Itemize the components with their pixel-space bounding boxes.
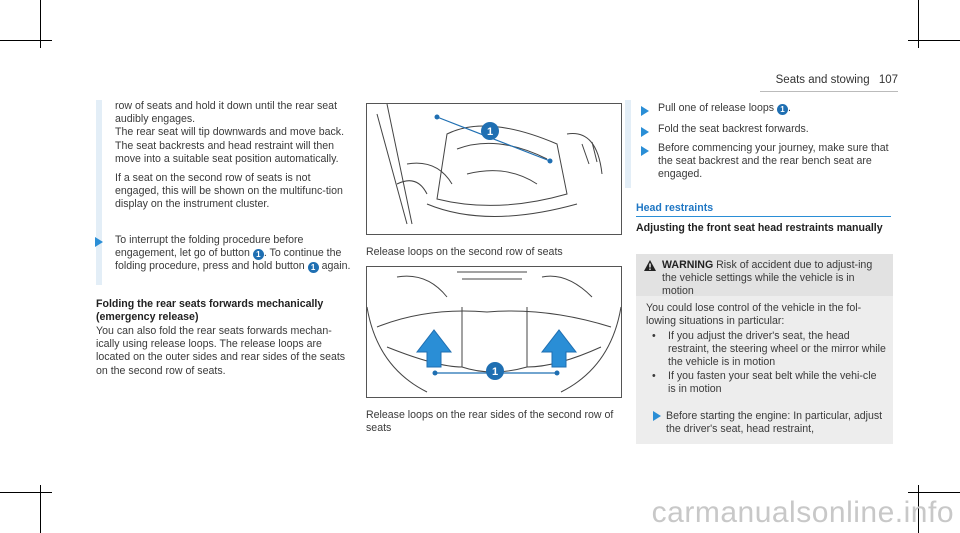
step-bar <box>96 100 102 285</box>
action-arrow-icon <box>95 234 103 252</box>
bullet: • <box>652 370 656 382</box>
warning-title: WARNING <box>662 259 714 271</box>
header-rule <box>760 91 898 92</box>
step-before-start: Before starting the engine: In particular, adjust the driver's seat, head restraint, <box>666 410 883 436</box>
watermark: carmanualsonline.info <box>651 496 954 529</box>
callout-number: 1 <box>486 126 494 138</box>
rear-sides-drawing <box>367 267 621 397</box>
action-arrow-icon <box>641 103 649 121</box>
paragraph: row of seats and hold it down until the rear seat audibly engages. <box>115 100 338 126</box>
action-arrow-icon <box>641 143 649 161</box>
callout-1-icon: 1 <box>308 262 319 273</box>
step-pull-loop: Pull one of release loops 1 . <box>658 102 791 114</box>
bullet: • <box>652 330 656 342</box>
action-arrow-icon <box>653 411 661 421</box>
figure-caption: Release loops on the rear sides of the second row of seats <box>366 409 614 435</box>
seat-illustration-2 <box>366 266 622 398</box>
figure-caption: Release loops on the second row of seats <box>366 246 563 258</box>
callout-1-icon: 1 <box>253 249 264 260</box>
warning-box <box>636 254 893 444</box>
crop-mark <box>0 40 52 41</box>
crop-mark <box>908 492 960 493</box>
subheading: Adjusting the front seat head restraints manually <box>636 222 883 234</box>
section-title: Head restraints <box>636 202 714 214</box>
page-number: 107 <box>878 74 898 86</box>
warning-text: WARNING Risk of accident due to adjust-ing the vehicle settings while the vehicle is in motion <box>662 259 873 298</box>
crop-mark <box>908 40 960 41</box>
list-item: • If you fasten your seat belt while the vehi-cle is in motion <box>652 370 877 396</box>
section-rule <box>636 216 891 217</box>
crop-mark <box>0 492 52 493</box>
warning-triangle-icon <box>644 260 656 271</box>
left-column <box>115 100 355 212</box>
step-bar <box>625 100 631 188</box>
seat-illustration-1 <box>366 103 622 235</box>
callout-number: 1 <box>491 366 499 378</box>
section-heading: Folding the rear seats forwards mechanically (emergency release) <box>96 298 324 324</box>
step-fold-backrest: Fold the seat backrest forwards. <box>658 123 809 135</box>
page-header <box>776 74 898 86</box>
paragraph: You can also fold the rear seats forwards mechan-ically using release loops. The release loops are located on the outer sides and rear sides of the seats on the second row of seats. <box>96 325 346 377</box>
callout-1-icon: 1 <box>777 104 788 115</box>
paragraph: The rear seat will tip downwards and move back. The seat backrests and head restraint will then move into a suitable seat position automatically. <box>115 126 345 165</box>
rear-seats-drawing <box>367 104 621 234</box>
warning-intro: You could lose control of the vehicle in the fol-lowing situations in particular: <box>646 302 862 328</box>
action-arrow-icon <box>641 124 649 142</box>
section-title: Seats and stowing <box>775 74 870 86</box>
step-interrupt: To interrupt the folding procedure before engagement, let go of button 1 . To continue the folding procedure, press and hold button 1 again. <box>115 234 351 273</box>
list-item: • If you adjust the driver's seat, the head restraint, the steering wheel or the mirror while the vehicle is in motion <box>652 330 886 369</box>
paragraph: If a seat on the second row of seats is not engaged, this will be shown on the multifunc-tion display on the instrument cluster. <box>115 172 343 211</box>
step-before-journey: Before commencing your journey, make sure that the seat backrest and the rear bench seat are engaged. <box>658 142 889 181</box>
